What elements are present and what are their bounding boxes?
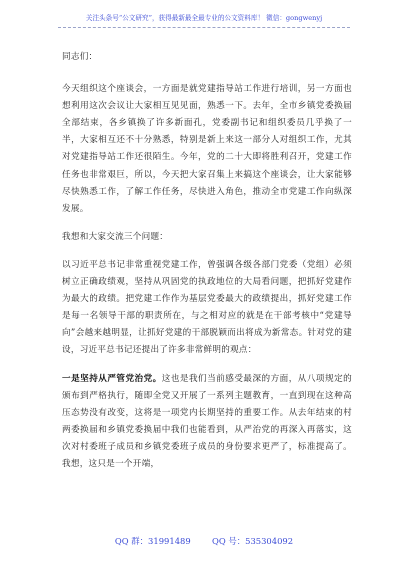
point-one-heading: 一是坚持从严管党治党。 xyxy=(62,373,162,384)
point-one-text: 这也是我们当前感受最深的方面，从八项规定的颁布到严格执行，随即全党又开展了一系列主题教育，一直到现在这种高压态势没有改变，这将是一项党内长期坚持的重要工作。从去年结束的村两委换届和乡镇党委换届中我们也能看到，从严治党的再深入再落实，这次对村委班子成员和乡镇党委班子成员的身份要求更严了，标准提高了。我想，这只是一个开端， xyxy=(62,373,352,469)
paragraph-topics-intro: 我想和大家交流三个问题： xyxy=(62,231,169,242)
paragraph-strict-governance xyxy=(62,371,352,474)
footer-contact: QQ 群：31991489 QQ 号：535304092 xyxy=(114,536,294,546)
header-banner: 关注头条号“公文研究”，获得最新最全最专业的公文资料库！ 微信：gongwenyj xyxy=(85,14,323,22)
paragraph-opening: 今天组织这个座谈会，一方面是就党建指导站工作进行培训，另一方面也想利用这次会议让大家相互见见面，熟悉一下。去年，全市乡镇党委换届全部结束，各乡镇换了许多新面孔，党委副书记和组织委员几乎换了一半，大家相互还不十分熟悉，特别是新上来这一部分人对组织工作，尤其对党建指导站工作还很陌生。今年，党的二十大即将胜利召开，党建工作任务也非常艰巨，所以，今天把大家召集上来搞这个座谈会，让大家能够尽快熟悉工作，了解工作任务，尽快进入角色，推动全市党建工作向纵深发展。 xyxy=(62,84,352,214)
header-divider xyxy=(58,27,350,28)
paragraph-party-building: 以习近平总书记非常重视党建工作，曾强调各级各部门党委（党组）必须树立正确政绩观，坚持从巩固党的执政地位的大局看问题，把抓好党建作为最大的政绩。把党建工作作为基层党委最大的政绩提出，抓好党建工作是每一名领导干部的职责所在，与之相对应的就是在干部考核中“党建导向”会越来越明显，让抓好党建的干部脱颖而出将成为新常态。针对党的建设，习近平总书记还提出了许多非常鲜明的观点： xyxy=(62,259,352,356)
salutation: 同志们： xyxy=(62,52,98,62)
document-body xyxy=(62,49,352,473)
